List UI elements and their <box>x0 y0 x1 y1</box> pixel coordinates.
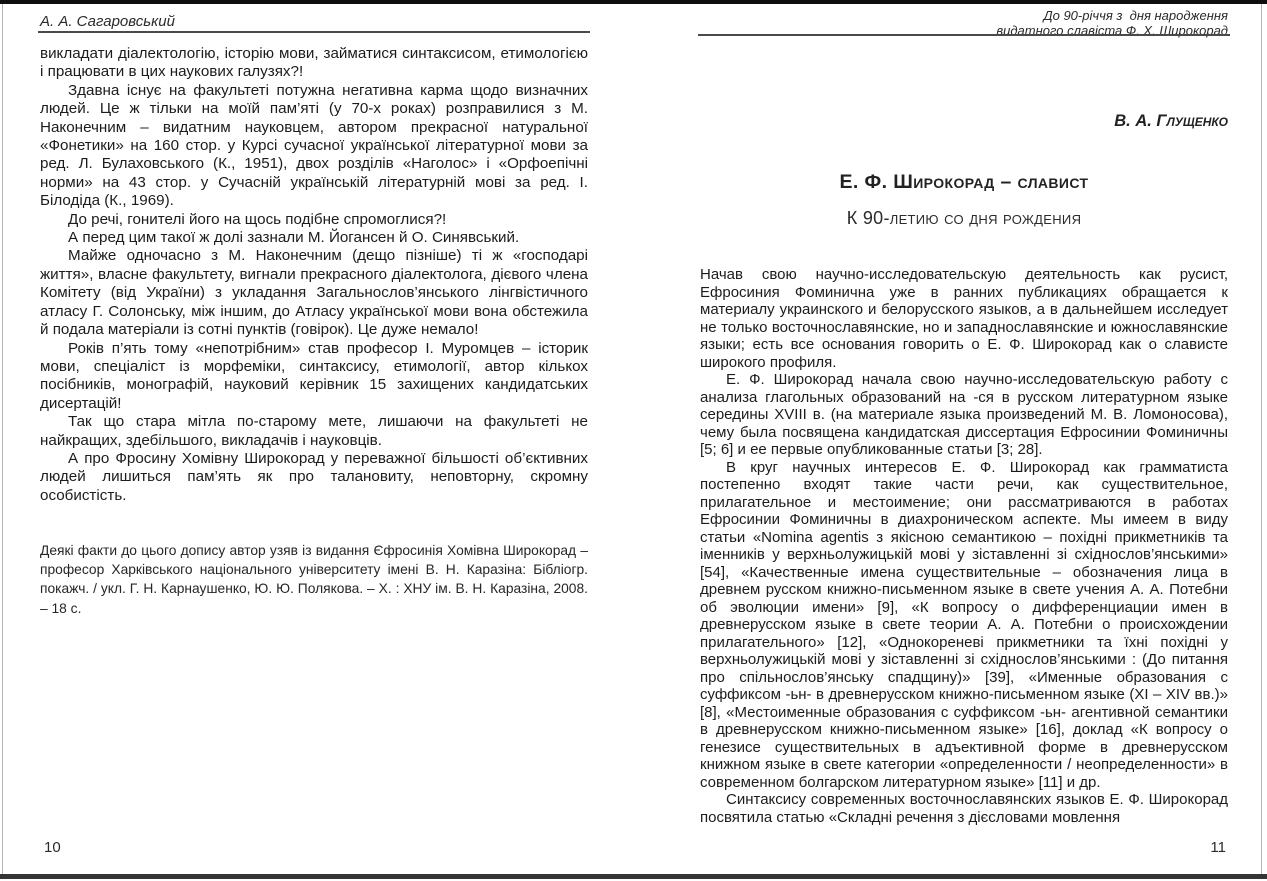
right-page-body <box>700 266 1228 826</box>
author-byline: В. А. Глущенко <box>1114 112 1228 130</box>
page-bottom-edge <box>0 874 1267 879</box>
page-top-edge <box>0 0 1267 4</box>
left-page-body <box>40 45 588 505</box>
page-number-right: 11 <box>1210 839 1226 856</box>
body-paragraph: Начав свою научно-исследовательскую деятельность как русист, Ефросиния Фоминична уже в ранних публикациях обращается к материалу украинского и белорусского языков, а в дальнейшем исследует не только восточнославянские, но и западнославянские и южнославянские языки; есть все основания говорить о Е. Ф. Широкорад как о слависте широкого профиля. <box>700 266 1228 371</box>
running-header-author: А. А. Сагаровський <box>40 13 175 30</box>
body-paragraph: А про Фросину Хомівну Широкорад у переважної більшості об’єктивних людей лишиться пам’ять як про талановиту, неповторну, скромну особистість. <box>40 449 588 504</box>
body-paragraph: Здавна існує на факультеті потужна негативна карма щодо визначних людей. Це ж тільки на моїй пам’яті (у 70-х роках) розправилися з М. Наконечним – видатним науковцем, автором прекрасної натуральної «Фонетики» на 160 стор. у Курсі сучасної української літературної мови за ред. Л. Булаховського (К., 1951), двох розділів «Наголос» і «Орфоепічні норми» на 43 стор. у Сучасній українській літературній мові за ред. І. Білодіда (К., 1969). <box>40 81 588 210</box>
footnote: Деякі факти до цього допису автор узяв із видання Єфросинія Хомівна Широкорад – професор Харківського національного університету імені В. Н. Каразіна: Бібліогр. покажч. / укл. Г. Н. Карнаушенко, Ю. Ю. Полякова. – Х. : ХНУ ім. В. Н. Каразіна, 2008. – 18 с. <box>40 543 588 616</box>
body-paragraph: До речі, гонителі його на щось подібне спромоглися?! <box>68 210 447 228</box>
page-number-left: 10 <box>44 839 61 856</box>
running-header-line2: видатного славіста Ф. Х. Широкорад <box>996 22 1228 38</box>
body-paragraph: Так що стара мітла по-старому мете, лишаючи на факультеті не найкращих, здебільшого, викладачів і науковців. <box>40 413 588 449</box>
article-title: Е. Ф. Широкорад – славист <box>839 171 1089 193</box>
running-header-line1: До 90-річчя з дня народження <box>1043 8 1228 23</box>
body-paragraph: В круг научных интересов Е. Ф. Широкорад как грамматиста постепенно входят такие части речи, как существительное, прилагательное и местоимение; они рассматриваются в работах Ефросинии Фоминичны в диахроническом аспекте. Мы имеем в виду статьи «Nomina agentis з якісною семантикою – похідні прикметників та іменників у верхньолужицькій мові у зіставленні зі східнослов’янськими» [54], «Качественные имена существительные – обозначения лица в древнем русском книжно-письменном языке в свете учения А. А. Потебни об эволюции имени» [9], «К вопросу о дифференциации имен в древнерусском языке в свете теории А. А. Потебни о происхождении прилагательного» [12], «Однокореневі прикметники та їхні похідні у верхньолужицькій мові у зіставленні зі східнослов’янськими : (До питання про спільнослов’янську спадщину)» [39], «Именные образования с суффиксом -ьн- в древнерусском книжно-письменном языке (XI – XIV вв.)» [8], «Местоименные образования с суффиксом -ьн- агентивной семантики в древнерусском книжно-письменном языке» [16], доклад «К вопросу о генезисе существительных в адъективной форме в древнерусском книжном языке в свете категории «определенности / неопределенности» в современном болгарском литературном языке» [11] и др. <box>700 458 1228 791</box>
right-page <box>700 8 1228 873</box>
header-rule <box>698 34 1230 36</box>
body-paragraph: Майже одночасно з М. Наконечним (дещо пізніше) ті ж «господарі життя», власне факультету, вигнали прекрасного діалектолога, дієвого члена Комітету (від України) з укладання Загальнослов’янського лінгвістичного атласу Г. Солонську, між іншим, до Атласу української мови вона обстежила й подала матеріали із сотні пунктів (говірок). Це дуже немало! <box>40 247 588 339</box>
body-paragraph: Е. Ф. Широкорад начала свою научно-исследовательскую работу с анализа глагольных образований на -ся в русском литературном языке середины XVIII в. (на материале языка произведений М. В. Ломоносова), чему была посвящена кандидатская диссертация Ефросинии Фоминичны [5; 6] и ее первые опубликованные статьи [3; 28]. <box>700 371 1228 458</box>
article-subtitle: К 90-летию со дня рождения <box>846 208 1082 228</box>
page-left-edge <box>2 4 3 874</box>
left-page <box>40 8 588 873</box>
body-paragraph: А перед цим такої ж долі зазнали М. Йогансен й О. Синявський. <box>68 229 520 247</box>
header-rule <box>38 31 590 33</box>
body-paragraph: викладати діалектологію, історію мови, займатися синтаксисом, етимологією і працювати в цих наукових галузях?! <box>40 45 588 81</box>
body-paragraph: Синтаксису современных восточнославянских языков Е. Ф. Широкорад посвятила статью «Складні речення з дієсловами мовлення <box>700 791 1228 826</box>
body-paragraph: Років п’ять тому «непотрібним» став професор І. Муромцев – історик мови, спеціаліст із морфеміки, синтаксису, етимології, автор кількох посібників, монографій, науковий керівник 15 захищених кандидатських дисертацій! <box>40 339 588 412</box>
page-right-edge <box>1261 4 1262 874</box>
